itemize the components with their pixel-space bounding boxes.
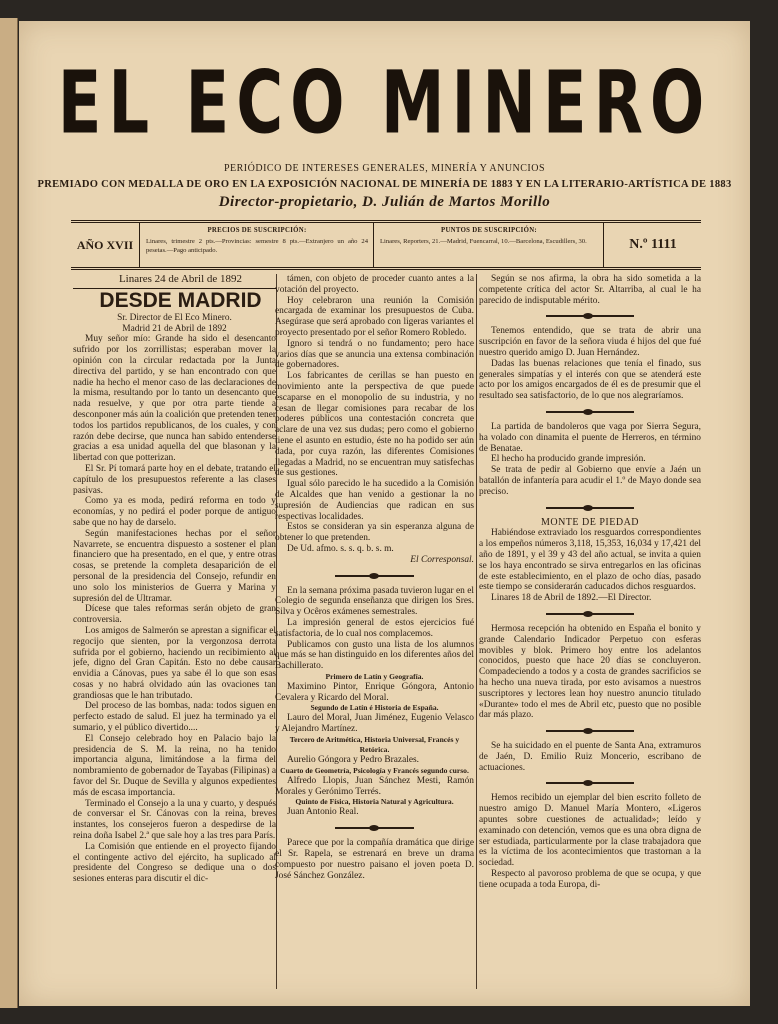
paragraph: Terminado el Consejo a la una y cuarto, y después de conversar el Sr. Cánovas con la reina, breves instantes, los consejeros fueron a despedirse de la reina doña Isabel 2.ª que sale hoy a las tres para París. [73, 798, 276, 842]
paragraph: Se trata de pedir al Gobierno que envíe a Jaén un batallón de infantería para acudir el 1.º de Mayo donde sea preciso. [479, 465, 701, 497]
paragraph: Del proceso de las bombas, nada: todos siguen en perfecto estado de salud. El juez ha terminado ya el sumario, y el público divertido.... [73, 701, 276, 734]
separator [479, 727, 701, 735]
separator [479, 779, 701, 787]
dateline: Linares 24 de Abril de 1892 [73, 274, 276, 289]
points-text: Linares, Reporters, 21.—Madrid, Fuencarral, 10.—Barcelona, Escudillers, 30. [380, 238, 587, 245]
info-bar [71, 220, 701, 270]
paragraph: Los fabricantes de cerillas se han puesto en movimiento ante la perspectiva de que puede escaparse en el monopolio de su industria, y no cesan de llegar comisiones para recabar de los poderes públicos una contestación concreta que aclare de una vez sus dudas; pero como el gobierno tiene el asunto en estudio, éste no ha podido ser aún dada, por cuya razón, las diferentes Comisiones llegadas a Madrid, no se encuentran muy satisfechas de sus gestiones. [275, 371, 474, 479]
award-names: Maximino Pintor, Enrique Góngora, Antonio Cevalera y Ricardo del Moral. [275, 681, 474, 703]
subscription-points [375, 223, 604, 267]
award-names: Lauro del Moral, Juan Jiménez, Eugenio Velasco y Alejandro Martínez. [275, 713, 474, 735]
paragraph: Según manifestaciones hechas por el señor Navarrete, se encuentra dispuesto a sostener el plan financiero que ha presentado, en el que, y entre otras cosas, se pretende la completa desaparición de el personal de la presidencia del Consejo, refundir en uno solo los ministerios de Guerra y Marina y supresión del de Ultramar. [73, 528, 276, 604]
paragraph: Respecto al pavoroso problema de que se ocupa, y que tiene ocupada a toda Europa, di- [479, 869, 701, 890]
paragraph: La Comisión que entiende en el proyecto fijando el contingente activo del ejército, ha suplicado al presidente del Congreso se dedique una o dos sesiones enteras para discutir el dic- [73, 841, 276, 885]
paragraph: Según se nos afirma, la obra ha sido sometida a la competente crítica del actor Sr. Altarriba, al cual le ha parecido de indisputable mérito. [479, 274, 701, 306]
award-line: PREMIADO CON MEDALLA DE ORO EN LA EXPOSICIÓN NACIONAL DE MINERÍA DE 1883 Y EN LA LITERARIO-ARTÍSTICA DE 1883 [37, 179, 732, 190]
award-heading: Segundo de Latín é Historia de España. [310, 703, 439, 713]
paragraph: Dadas las buenas relaciones que tenía el finado, sus generales simpatías y el interés con que se atenderá este acto por los amigos encargados de él es de presumir que el resultado sea satisfactorio, de lo que nos alegraríamos. [479, 358, 701, 402]
separator [275, 824, 474, 832]
separator [479, 610, 701, 618]
paragraph: La impresión general de estos ejercicios fué satisfactoria, de lo cual nos complacemos. [275, 617, 474, 639]
paragraph: Se ha suicidado en el puente de Santa Ana, extramuros de Jaén, D. Emilio Ruiz Moncerio, escribano de actuaciones. [479, 741, 701, 773]
award-names: Alfredo Llopis, Juan Sánchez Mesti, Ramón Morales y Gerónimo Terrés. [275, 775, 474, 797]
award-heading: Cuarto de Geometría, Psicología y Francés segundo curso. [280, 765, 469, 775]
paragraph: Hemos recibido un ejemplar del bien escrito folleto de nuestro amigo D. Manuel María Montero, «Ligeros apuntes sobre cuestiones de actualidad»; leído y examinado con detención, vemos que es una obra digna de ser estudiada, particularmente por la clase trabajadora que es la víctima de los acontecimientos que trastornan a la sociedad. [479, 793, 701, 869]
notice-signature: Linares 18 de Abril de 1892.—El Director. [491, 593, 652, 604]
closing: De Ud. afmo. s. s. q. b. s. m. [287, 543, 394, 554]
paragraph: Igual sólo parecido le ha sucedido a la Comisión de Alcaldes que han venido a gestionar la no supresión de Audiencias que radican en sus respectivas localidades. [275, 479, 474, 522]
separator [479, 504, 701, 512]
prices-heading: PRECIOS DE SUSCRIPCIÓN: [207, 227, 307, 234]
paragraph: Tenemos entendido, que se trata de abrir una suscripción en favor de la señora viuda é hijos del que fué nuestro querido amigo D. Juan Hernández. [479, 326, 701, 358]
newspaper-subtitle: PERIÓDICO DE INTERESES GENERALES, MINERÍA Y ANUNCIOS [223, 163, 546, 174]
award-heading: Tercero de Aritmética, Historia Universal, Francés y Retórica. [289, 735, 460, 755]
separator [479, 312, 701, 320]
award-heading: Primero de Latín y Geografía. [325, 671, 424, 681]
paragraph: Parece que por la compañía dramática que dirige el Sr. Rapela, se estrenará en breve un drama compuesto por nuestro paisano el joven poeta D. José Sánchez González. [275, 838, 474, 881]
section-title: MONTE DE PIEDAD [540, 516, 640, 528]
paragraph: Ignoro si tendrá o no fundamento; pero hace varios días que se anuncia una extensa combinación de gobernadores. [275, 338, 474, 371]
masthead [19, 54, 750, 211]
paragraph: Estos se consideran ya sin esperanza alguna de obtener lo que pretenden. [275, 522, 474, 544]
paragraph: El Consejo celebrado hoy en Palacio bajo la presidencia de S. M. la reina, no ha tenido importancia alguna, limitándose a la firma del nombramiento de gobernador de Tayabas (Filipinas) a favor del Sr. Duque de Sevilla y algunos expedientes más de escasa importancia. [73, 733, 276, 798]
paragraph: En la semana próxima pasada tuvieron lugar en el Colegio de segunda enseñanza que dirigen los Sres. Silva y Ocêros exámenes semestrales. [275, 585, 474, 618]
prices-text: Linares, trimestre 2 pts.—Provincias: semestre 8 pts.—Extranjero un año 24 pesetas.—Pago anticipado. [146, 238, 368, 254]
paragraph: Hermosa recepción ha obtenido en España el bonito y grande Calendario Indicador Perpetuo con esferas movibles y blok. Primero hoy entre los adelantos conocidos, puesto que hace 20 días se concluyeron. Compadeciendo a todos y a costa de grandes sacrificios se ha hecho una nueva tirada, por esto avisamos a nuestros suscriptores y lectores lean hoy nuestro anuncio titulado «Durante» todo el mes de Abril etc, puesto que no posible dar más plazo. [479, 623, 701, 721]
signature: El Corresponsal. [410, 554, 474, 565]
column-3 [479, 274, 701, 999]
award-heading: Quinto de Física, Historia Natural y Agricultura. [295, 797, 454, 807]
year-label: AÑO XVII [71, 223, 140, 267]
place-date: Madrid 21 de Abril de 1892 [122, 323, 227, 334]
paragraph: La partida de bandoleros que vaga por Sierra Segura, ha volado con dinamita el puente de Herreros, en término de Benatae. [479, 421, 701, 454]
award-names: Aurelio Góngora y Pedro Brazales. [287, 755, 419, 766]
newspaper-page [19, 21, 750, 1006]
column-rule [476, 274, 477, 989]
paragraph: Como ya es moda, pedirá reforma en todo y economías, y no pedirá el poder porque de antiguo sabe que no hay de darselo. [73, 496, 276, 528]
issue-number: N.º 1111 [629, 237, 677, 252]
salutation: Sr. Director de El Eco Minero. [117, 312, 232, 323]
separator [275, 572, 474, 580]
paragraph: Muy señor mío: Grande ha sido el desencanto sufrido por los zorrillistas; esperaban mover la opinión con la circular redactada por la Junta directiva del partido, y se han encontrado con que nadie ha hecho el menor caso de las declaraciones de la misma, resultando por lo tanto un desencanto que nada resuelve, y que por otra parte tiende a desconponer más aún la coalición que pretenden tener todos los partidos republicanos, de los cuales, y con razón debe decirse, que nunca han sabido entenderse gracias a esa unidad aquella del que blasonan y la libertad con que potterizan. [73, 334, 276, 464]
award-names: Juan Antonio Real. [287, 807, 359, 818]
column-2 [275, 274, 474, 999]
paragraph: El hecho ha producido grande impresión. [491, 454, 646, 465]
paragraph: Hoy celebraron una reunión la Comisión encargada de examinar los presupuestos de Cuba. Asegúrase que será aprobado con ligeras variantes el proyecto presentado por el señor Romero Robledo. [275, 295, 474, 338]
paragraph: támen, con objeto de proceder cuanto antes a la votación del proyecto. [275, 274, 474, 295]
paragraph: Dícese que tales reformas serán objeto de gran controversia. [73, 604, 276, 626]
paragraph: El Sr. Pí tomará parte hoy en el debate, tratando el capítulo de los presupuestos referente a las clases pasivas. [73, 463, 276, 496]
points-heading: PUNTOS DE SUSCRIPCIÓN: [441, 227, 537, 234]
paragraph: Habiéndose extraviado los resguardos correspondientes a los empeños números 3,118, 15,353, 16,034 y 17,421 del año de 1891, y el 39 y 43 del año actual, se invita a quien se los haya encontrado se sirva entregarlos en las oficinas de este establecimiento, en el plazo de ocho días, pasado este tiempo se considerarán caducados dichos resguardos. [479, 528, 701, 593]
previous-page-edge [0, 18, 18, 1008]
paragraph: Los amigos de Salmerón se aprestan a significar el regocijo que sienten, por la vergonzosa derrota sufrida por el gobierno, haciendo un recibimiento al jefe, digno del Gran Capitán. Esto no debe causar envidia a Cánovas, pues ya sabe él lo que son esas cosas y no habrá olvidado aún las ovaciones tan grandiosas que le han tributado. [73, 625, 276, 701]
subscription-prices [141, 223, 374, 267]
newspaper-title: EL ECO MINERO [57, 54, 712, 155]
headline: DESDE MADRID [99, 288, 262, 312]
paragraph: Publicamos con gusto una lista de los alumnos que más se han distinguido en los diferentes años del Bachillerato. [275, 639, 474, 672]
separator [479, 408, 701, 416]
director-line: Director-propietario, D. Julián de Martos Morillo [218, 194, 551, 210]
column-1 [73, 274, 276, 999]
